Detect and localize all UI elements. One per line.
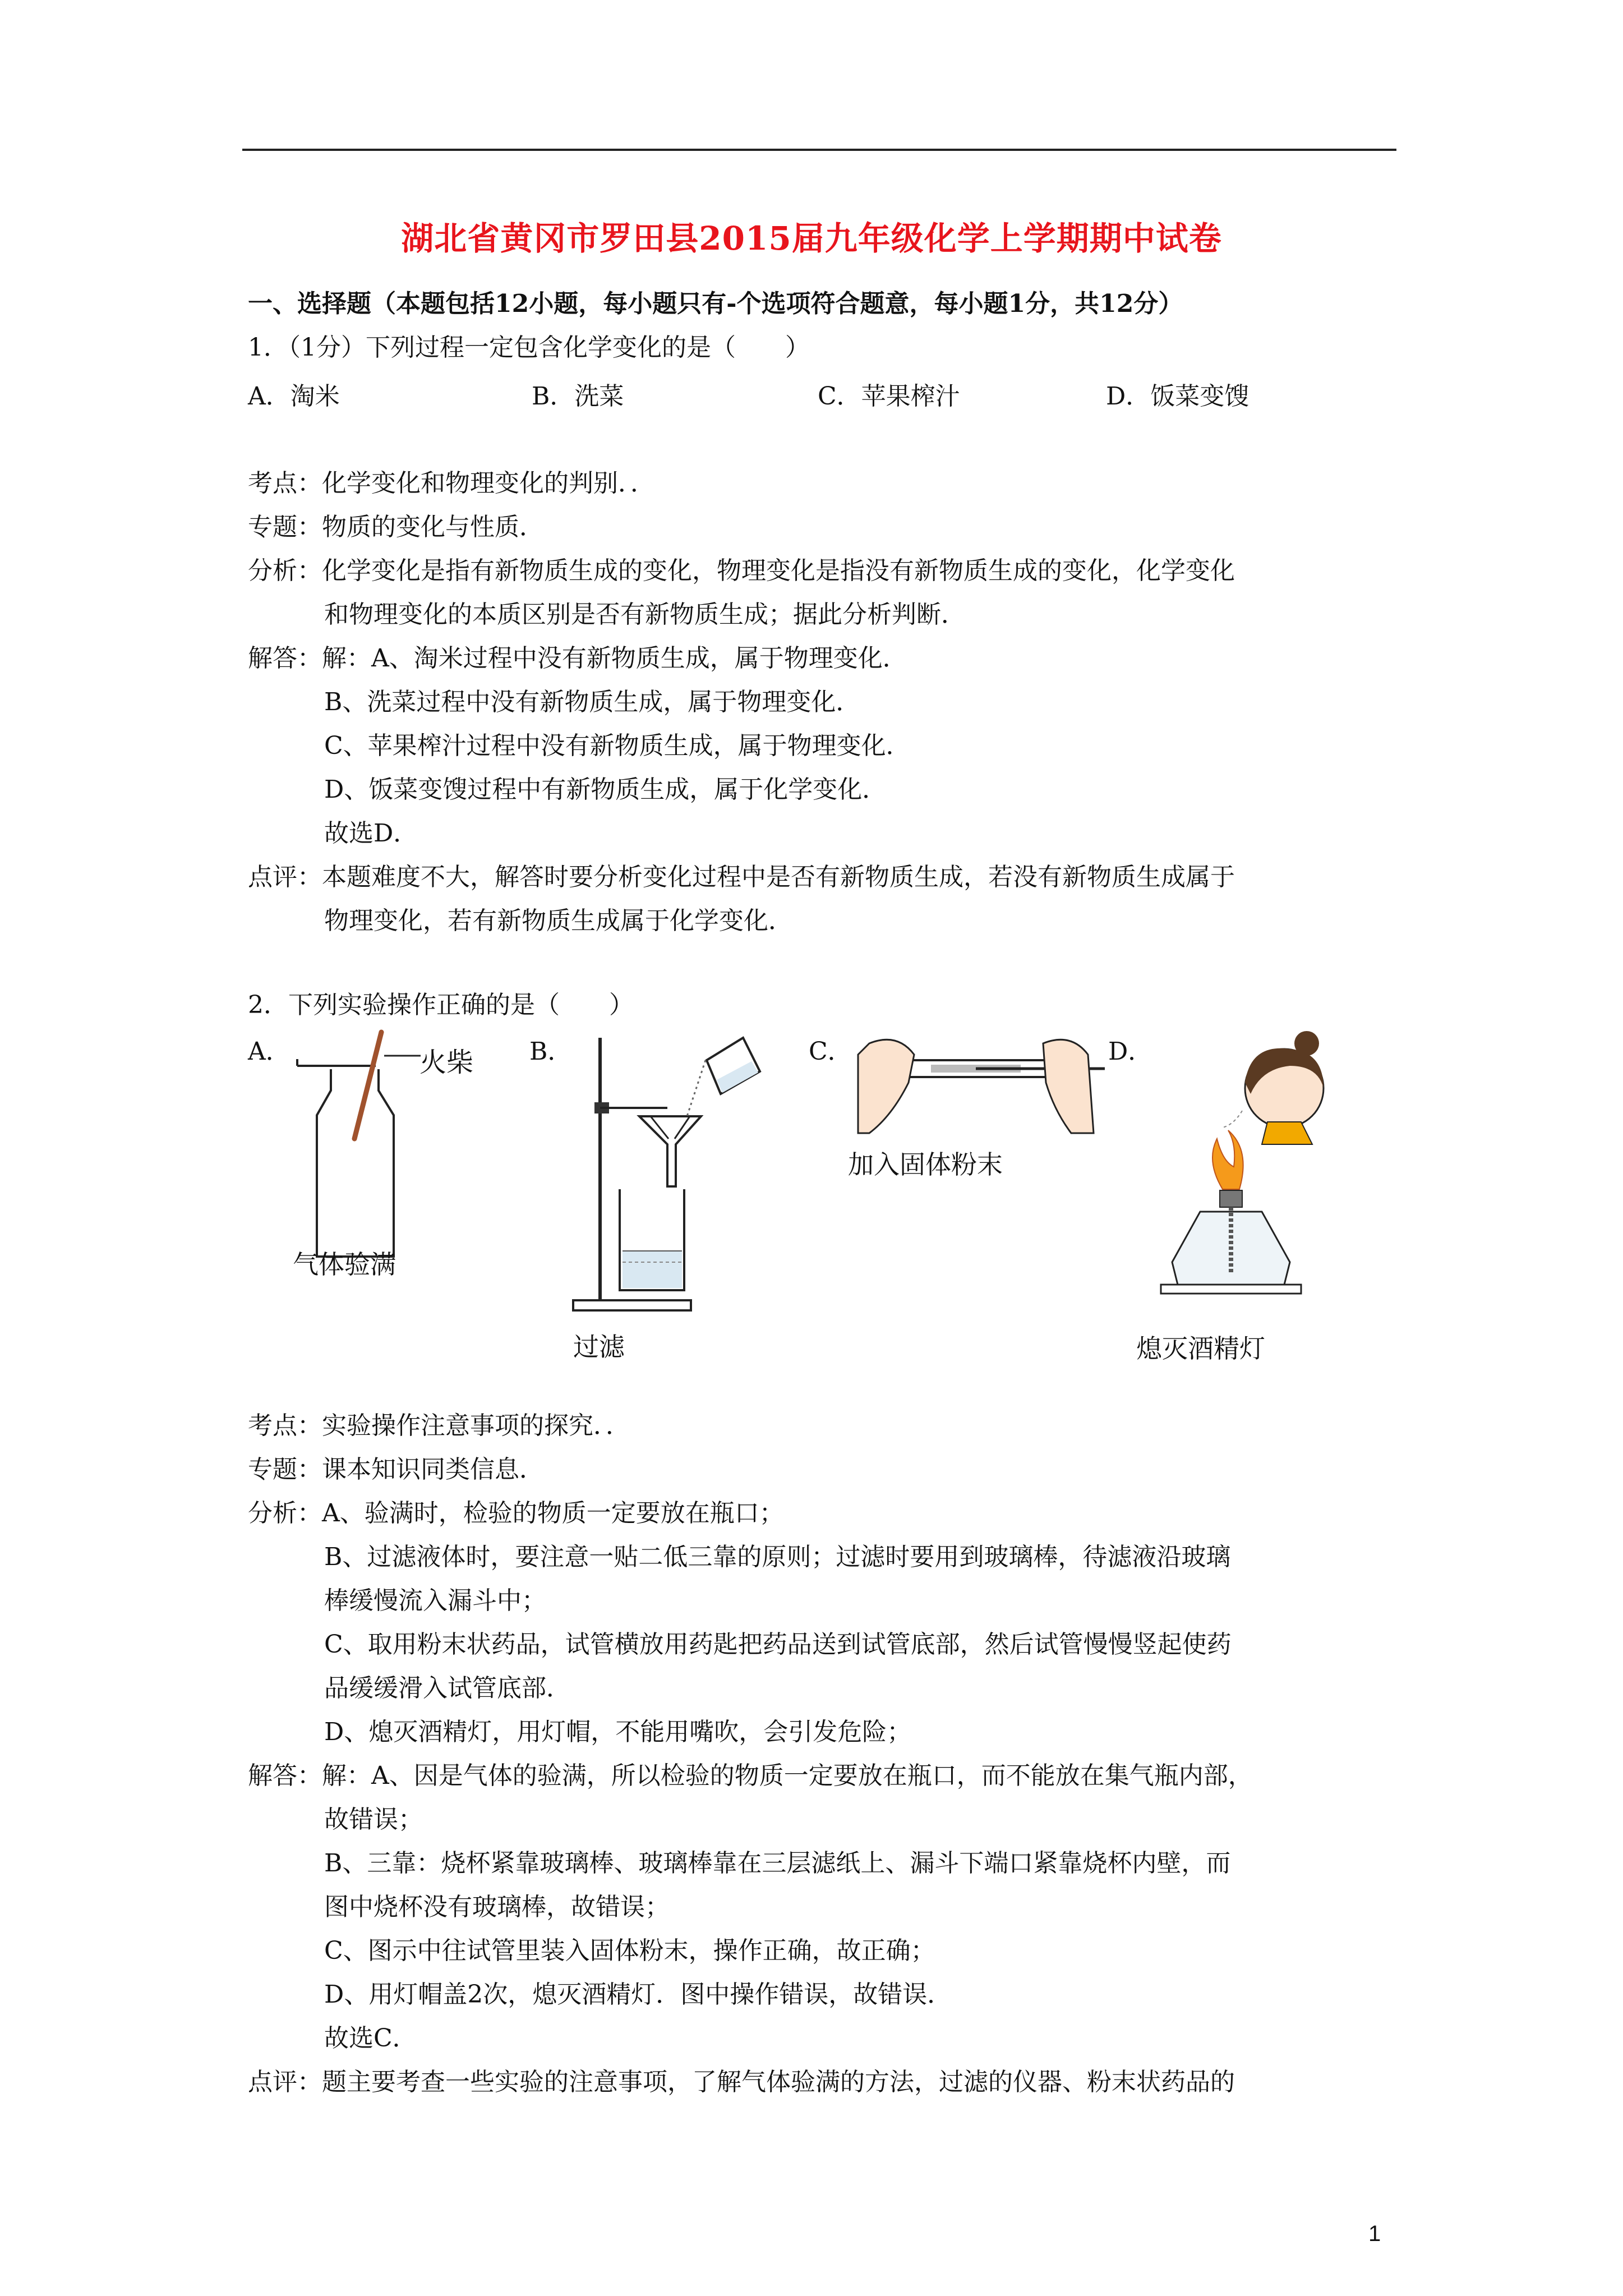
q2-jieda-line: 故选C． <box>324 2024 417 2053</box>
alcohol-lamp-figure <box>1138 1027 1363 1318</box>
q2-jieda-line: D、用灯帽盖2次，熄灭酒精灯．图中操作错误，故错误． <box>324 1980 952 2009</box>
q2-kaodian: 考点：实验操作注意事项的探究．． <box>248 1411 630 1440</box>
header-rule <box>242 149 1396 151</box>
q2-label-c: C． <box>809 1037 852 1066</box>
caption-a: 气体验满 <box>293 1249 396 1280</box>
page-title: 湖北省黄冈市罗田县2015届九年级化学上学期期中试卷 <box>401 219 1222 257</box>
caption-c: 加入固体粉末 <box>848 1149 1003 1180</box>
q2-jieda-line: 故错误； <box>324 1805 423 1834</box>
q1-jieda-line: 解答：解：A、淘米过程中没有新物质生成，属于物理变化． <box>248 644 907 673</box>
q1-zhuanti: 专题：物质的变化与性质． <box>248 513 544 541</box>
q1-option-a: A．淘米 <box>248 382 340 411</box>
q1-fenxi-line: 分析：化学变化是指有新物质生成的变化，物理变化是指没有新物质生成的变化，化学变化 <box>248 556 1235 585</box>
q1-jieda-line: C、苹果榨汁过程中没有新物质生成，属于物理变化． <box>324 731 911 760</box>
q1-dianping-line: 点评：本题难度不大，解答时要分析变化过程中是否有新物质生成，若没有新物质生成属于 <box>248 863 1235 891</box>
page-number: 1 <box>1368 2221 1381 2246</box>
q1-stem: 1．（1分）下列过程一定包含化学变化的是（ ） <box>248 333 810 362</box>
q1-fenxi-line: 和物理变化的本质区别是否有新物质生成；据此分析判断． <box>324 600 966 629</box>
q2-jieda-line: 图中烧杯没有玻璃棒，故错误； <box>324 1893 670 1921</box>
q2-label-a: A． <box>248 1037 291 1066</box>
caption-b: 过滤 <box>573 1332 625 1362</box>
q2-jieda-line: B、三靠：烧杯紧靠玻璃棒、玻璃棒靠在三层滤纸上、漏斗下端口紧靠烧杯内壁，而 <box>324 1849 1231 1878</box>
q1-options <box>248 376 1396 411</box>
q1-option-d: D．饭菜变馊 <box>1106 382 1249 411</box>
q2-label-b: B． <box>529 1037 573 1066</box>
q2-fenxi-line: 棒缓慢流入漏斗中； <box>324 1586 546 1615</box>
q2-fenxi-line: C、取用粉末状药品，试管横放用药匙把药品送到试管底部，然后试管慢慢竖起使药 <box>324 1630 1232 1659</box>
q2-fenxi-line: 品缓缓滑入试管底部． <box>324 1674 571 1703</box>
q2-fenxi-line: 分析：A、验满时，检验的物质一定要放在瓶口； <box>248 1499 784 1527</box>
test-tube-powder-figure <box>847 1021 1116 1150</box>
q2-stem: 2．下列实验操作正确的是（ ） <box>248 991 634 1019</box>
q2-fenxi-line: B、过滤液体时，要注意一贴二低三靠的原则；过滤时要用到玻璃棒，待滤液沿玻璃 <box>324 1543 1231 1571</box>
q1-kaodian: 考点：化学变化和物理变化的判别．． <box>248 469 655 498</box>
q1-dianping-line: 物理变化，若有新物质生成属于化学变化． <box>324 907 793 935</box>
q2-jieda-line: 解答：解：A、因是气体的验满，所以检验的物质一定要放在瓶口，而不能放在集气瓶内部， <box>248 1761 1253 1790</box>
q2-label-d: D． <box>1108 1037 1153 1066</box>
q2-dianping: 点评：题主要考查一些实验的注意事项，了解气体验满的方法，过滤的仪器、粉末状药品的 <box>248 2068 1235 2096</box>
q1-option-c: C．苹果榨汁 <box>818 382 960 411</box>
q1-jieda-line: D、饭菜变馊过程中有新物质生成，属于化学变化． <box>324 775 887 804</box>
q2-fenxi-line: D、熄灭酒精灯，用灯帽，不能用嘴吹，会引发危险； <box>324 1718 912 1746</box>
q1-jieda-line: B、洗菜过程中没有新物质生成，属于物理变化． <box>324 688 861 716</box>
section-heading: 一、选择题（本题包括12小题，每小题只有-个选项符合题意，每小题1分，共12分） <box>248 289 1183 318</box>
q1-option-b: B．洗菜 <box>532 382 624 411</box>
q2-jieda-line: C、图示中往试管里装入固体粉末，操作正确，故正确； <box>324 1936 935 1965</box>
q1-jieda-line: 故选D． <box>324 819 418 848</box>
filtration-figure <box>566 1027 824 1318</box>
match-label: 火柴 <box>419 1047 474 1078</box>
q2-zhuanti: 专题：课本知识同类信息． <box>248 1455 544 1484</box>
caption-d: 熄灭酒精灯 <box>1136 1333 1265 1364</box>
